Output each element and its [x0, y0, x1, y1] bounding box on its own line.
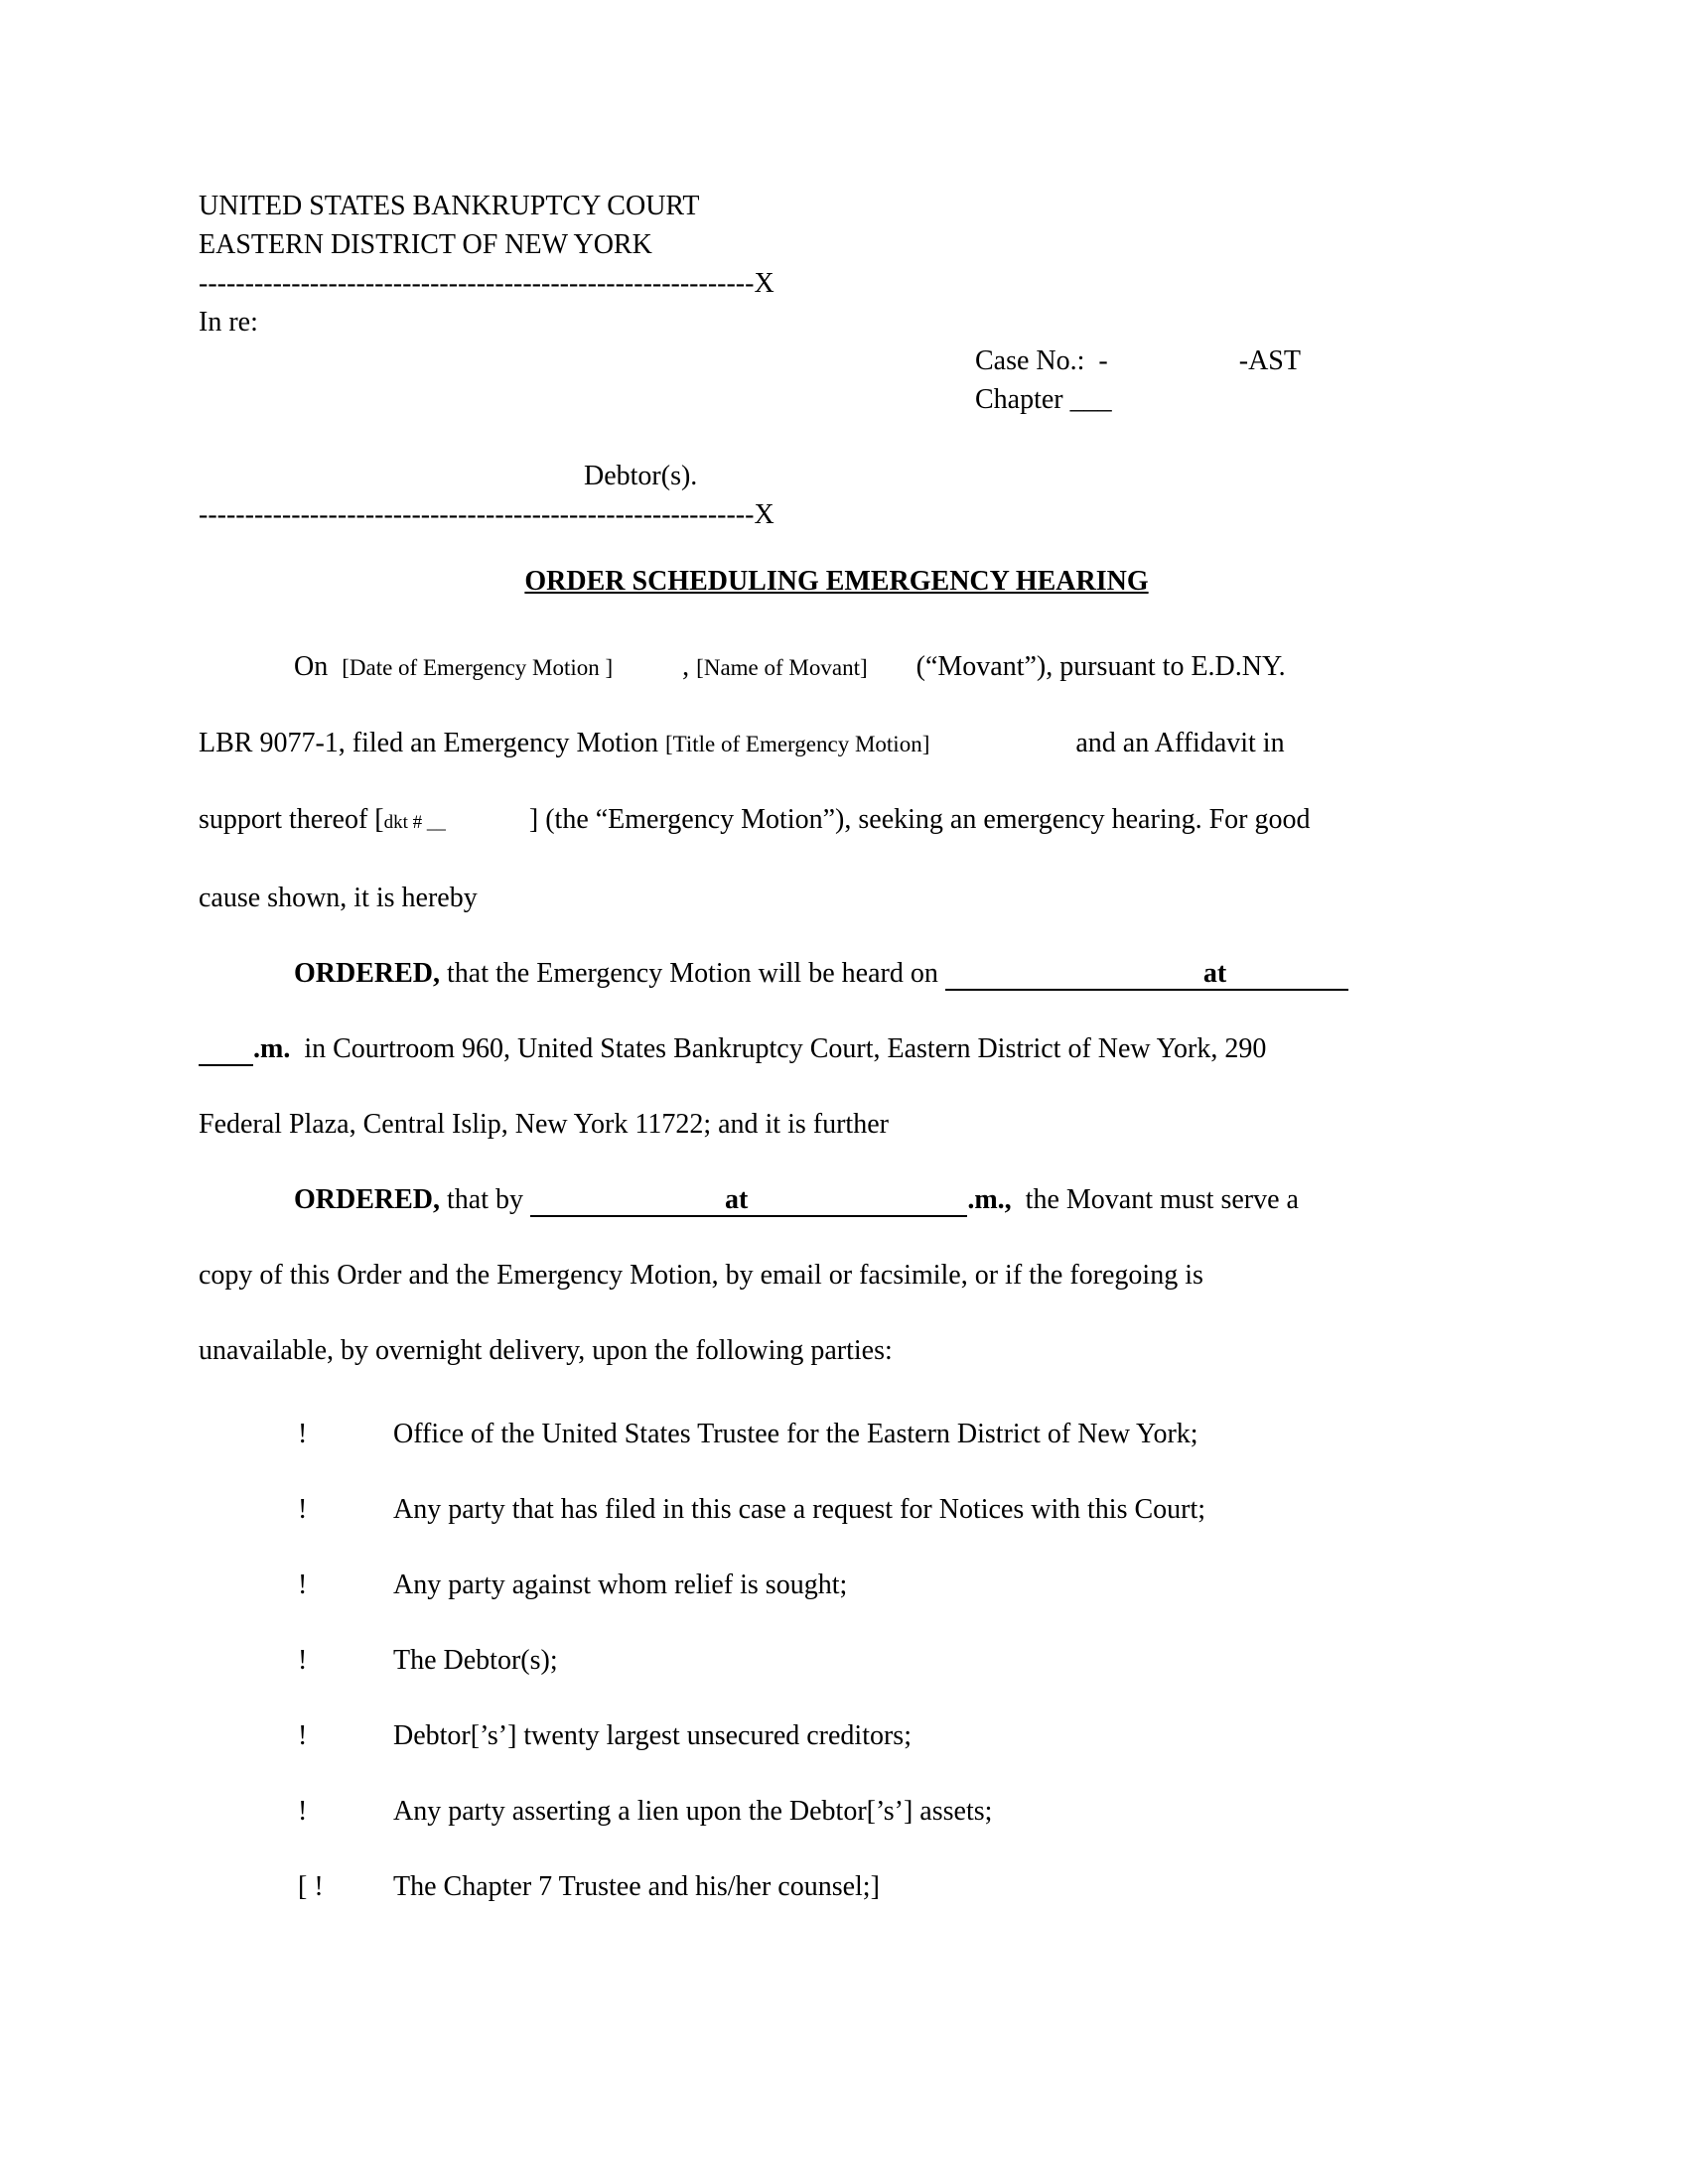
in-re-label: In re:: [199, 307, 258, 338]
bullet-item: [199, 1774, 1475, 1849]
text-segment: On: [294, 651, 343, 682]
am-pm-label: .m.: [253, 1033, 291, 1064]
debtors-label: Debtor(s).: [584, 461, 698, 491]
paragraph-3-line-2: copy of this Order and the Emergency Motion, by email or facsimile, or if the foregoing is: [199, 1260, 1203, 1291]
case-number-suffix: -AST: [1238, 345, 1301, 376]
bullet-item: [199, 1472, 1475, 1548]
case-info-block: [975, 341, 1475, 419]
movant-name-placeholder: [Name of Movant]: [696, 655, 868, 680]
text-segment: the Movant must serve a: [1011, 1184, 1299, 1215]
bullet-item: [199, 1849, 1475, 1925]
paragraph-2-line-2: [199, 1012, 1475, 1087]
bullet-item: [199, 1548, 1475, 1623]
service-parties-list: [199, 1397, 1475, 1925]
case-number-label: Case No.: -: [975, 345, 1108, 376]
paragraph-3-line-3: unavailable, by overnight delivery, upon the following parties:: [199, 1335, 893, 1366]
hearing-date-blank: [945, 958, 1348, 991]
service-deadline-blank: [530, 1184, 967, 1217]
paragraph-1-line-3: [199, 782, 1475, 861]
paragraph-2-line-1: [199, 936, 1475, 1012]
order-title-text: ORDER SCHEDULING EMERGENCY HEARING: [524, 566, 1149, 597]
divider-top: ------------------------------------------------------------X: [199, 268, 774, 299]
bullet-text: Office of the United States Trustee for the Eastern District of New York;: [393, 1419, 1198, 1449]
district-name: EASTERN DISTRICT OF NEW YORK: [199, 229, 652, 260]
paragraph-1-line-2: [199, 706, 1475, 782]
at-keyword: at: [725, 1184, 749, 1215]
order-title: [199, 562, 1475, 602]
text-segment: that by: [440, 1184, 531, 1215]
chapter-line: Chapter ___: [975, 384, 1112, 415]
bullet-text: Any party against whom relief is sought;: [393, 1570, 848, 1600]
bullet-item: [199, 1397, 1475, 1472]
motion-title-placeholder: [Title of Emergency Motion]: [664, 732, 930, 756]
bullet-text: Debtor[’s’] twenty largest unsecured creditors;: [393, 1720, 912, 1751]
paragraph-2-line-3: Federal Plaza, Central Islip, New York 11722; and it is further: [199, 1109, 889, 1140]
bullet-marker: !: [298, 1494, 308, 1525]
text-segment: ] (the “Emergency Motion”), seeking an emergency hearing. For good: [445, 804, 1311, 835]
court-name: UNITED STATES BANKRUPTCY COURT: [199, 191, 700, 221]
bullet-marker: !: [298, 1720, 308, 1751]
text-segment: that the Emergency Motion will be heard on: [440, 958, 945, 989]
bullet-item: [199, 1699, 1475, 1774]
at-keyword: at: [1202, 958, 1227, 989]
bullet-marker: !: [298, 1796, 308, 1827]
bullet-text: The Chapter 7 Trustee and his/her counsel;]: [393, 1871, 880, 1902]
text-segment: LBR 9077-1, filed an Emergency Motion: [199, 728, 665, 758]
am-pm-label: .m.,: [967, 1184, 1012, 1215]
docket-number-placeholder: dkt # __: [383, 812, 446, 833]
bullet-marker: !: [298, 1570, 308, 1600]
paragraph-1-line-1: [199, 629, 1475, 706]
order-body: [199, 629, 1475, 1925]
text-segment: ,: [613, 651, 697, 682]
text-segment: support thereof [: [199, 804, 384, 835]
date-of-motion-placeholder: [Date of Emergency Motion ]: [342, 655, 614, 680]
case-number-line: [975, 341, 1475, 380]
bullet-item: [199, 1623, 1475, 1699]
text-segment: (“Movant”), pursuant to E.D.NY.: [867, 651, 1286, 682]
hearing-time-blank: [199, 1033, 253, 1066]
paragraph-1-line-4: cause shown, it is hereby: [199, 883, 478, 913]
ordered-keyword: ORDERED,: [294, 958, 441, 989]
bullet-marker: !: [298, 1419, 308, 1449]
text-segment: and an Affidavit in: [929, 728, 1285, 758]
divider-bottom: ------------------------------------------------------------X: [199, 499, 774, 530]
bullet-marker: !: [298, 1645, 308, 1676]
ordered-keyword: ORDERED,: [294, 1184, 441, 1215]
text-segment: in Courtroom 960, United States Bankruptcy Court, Eastern District of New York, 290: [290, 1033, 1267, 1064]
bullet-text: Any party asserting a lien upon the Debtor[’s’] assets;: [393, 1796, 993, 1827]
paragraph-3-line-1: [199, 1162, 1475, 1238]
bullet-text: Any party that has filed in this case a request for Notices with this Court;: [393, 1494, 1206, 1525]
bullet-text: The Debtor(s);: [393, 1645, 558, 1676]
bullet-marker: [ !: [298, 1871, 324, 1902]
